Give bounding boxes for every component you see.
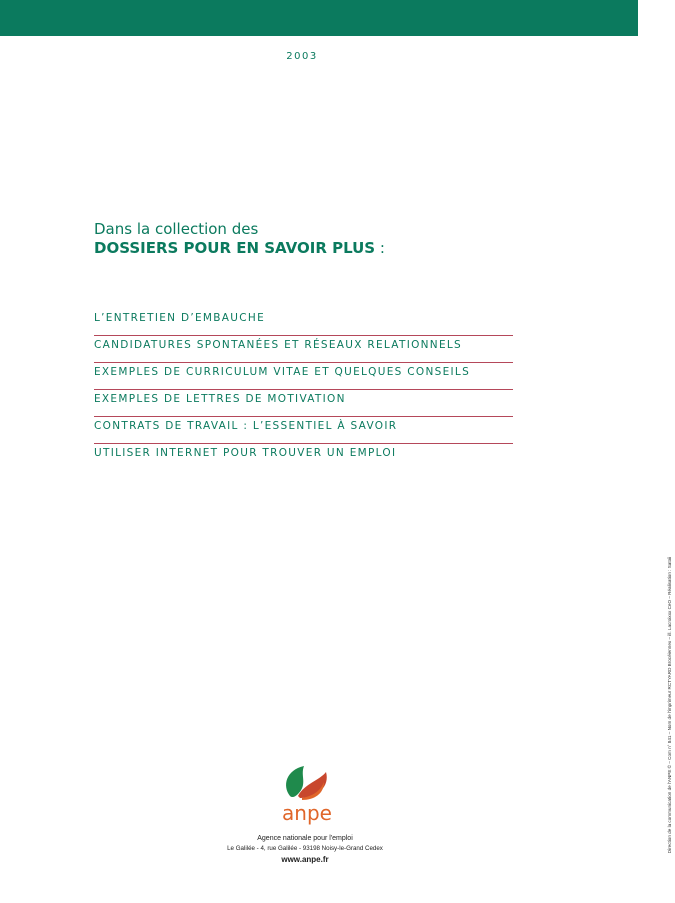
list-item: CONTRATS DE TRAVAIL : L’ESSENTIEL À SAVOIR	[94, 417, 513, 444]
series-heading	[94, 239, 385, 258]
agency-address: Le Galilée - 4, rue Galilée - 93198 Noisy-le-Grand Cedex	[227, 845, 383, 852]
footer	[180, 834, 430, 865]
side-credit: Direction de la communication de l'ANPE © – Com n° 841 – Nom de l'imprimeur RCTYARD Brocéiennex – ill. Lacroixxx CeO – Réalisation : Satoii	[667, 556, 672, 854]
logo-wordmark: anpe	[282, 801, 332, 825]
year-label: 2003	[286, 51, 318, 62]
titles-list	[94, 309, 513, 471]
collection-intro	[94, 220, 385, 258]
list-item: CANDIDATURES SPONTANÉES ET RÉSEAUX RELATIONNELS	[94, 336, 513, 363]
agency-name: Agence nationale pour l'emploi	[257, 835, 353, 842]
list-item: UTILISER INTERNET POUR TROUVER UN EMPLOI	[94, 447, 397, 459]
series-colon: :	[375, 239, 385, 257]
list-item: EXEMPLES DE LETTRES DE MOTIVATION	[94, 390, 513, 417]
intro-line: Dans la collection des	[94, 220, 259, 238]
list-item: EXEMPLES DE CURRICULUM VITAE ET QUELQUES CONSEILS	[94, 363, 513, 390]
anpe-leaf-logo-icon	[268, 762, 346, 826]
top-green-band	[0, 0, 638, 36]
series-title: DOSSIERS POUR EN SAVOIR PLUS	[94, 239, 376, 257]
list-item: L’ENTRETIEN D’EMBAUCHE	[94, 309, 513, 336]
website-link[interactable]: www.anpe.fr	[281, 855, 329, 864]
